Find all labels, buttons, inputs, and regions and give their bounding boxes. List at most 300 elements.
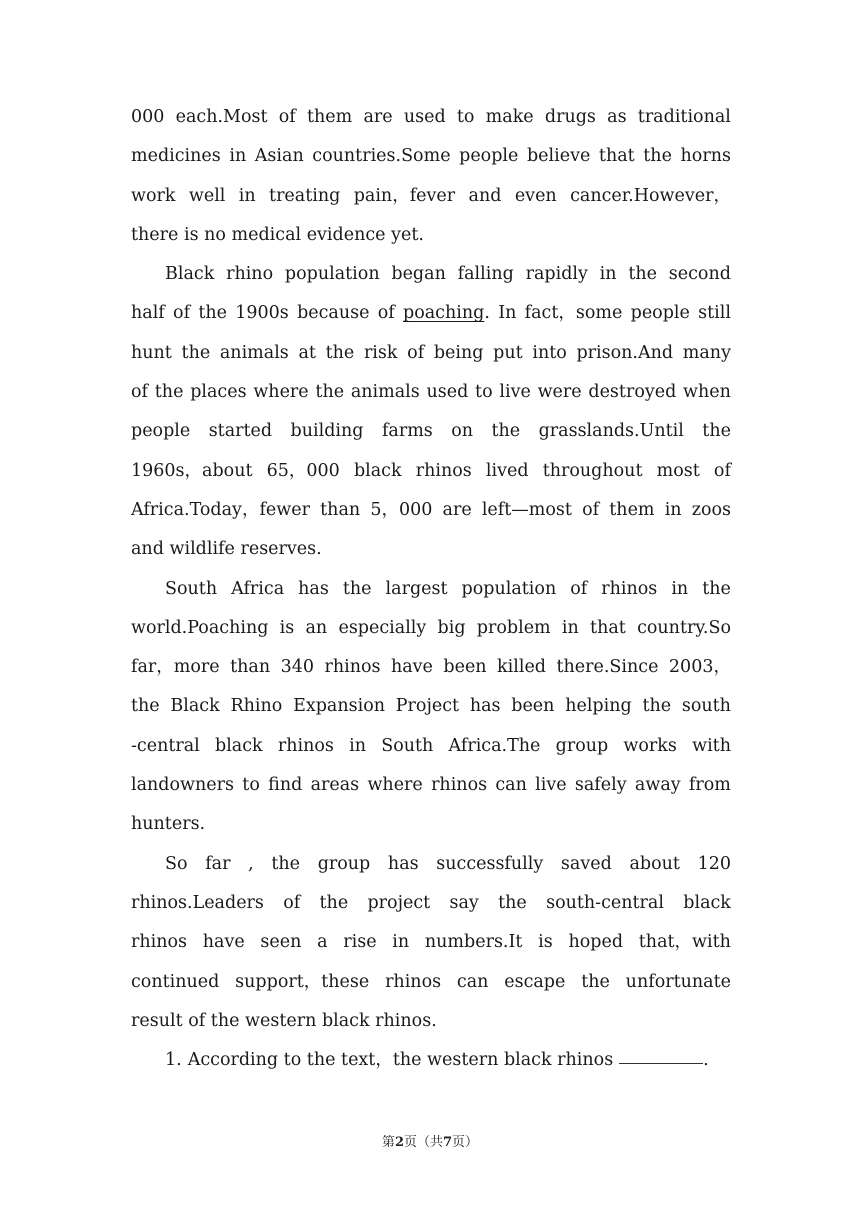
word-text: where bbox=[367, 775, 423, 796]
word-text: -central bbox=[131, 735, 200, 756]
word-text: there.Since bbox=[556, 657, 659, 678]
word-text: that，with bbox=[638, 932, 731, 953]
paragraph-2-line bbox=[131, 452, 731, 491]
word-text: to bbox=[475, 382, 493, 403]
word-text: can bbox=[495, 775, 527, 796]
word-text: the bbox=[325, 342, 355, 363]
word-text: on bbox=[451, 421, 474, 442]
word-text: in bbox=[664, 499, 682, 520]
word-text: the bbox=[642, 696, 672, 717]
word bbox=[639, 923, 731, 962]
word-text: away bbox=[634, 775, 681, 796]
word-text: with bbox=[692, 735, 731, 756]
word-text: 1900s bbox=[235, 303, 289, 324]
word-text: can bbox=[456, 971, 489, 992]
word bbox=[131, 805, 205, 844]
word-text: of bbox=[131, 382, 149, 403]
word bbox=[392, 923, 409, 962]
word-text: in bbox=[229, 146, 247, 167]
word-text: and bbox=[468, 185, 502, 206]
word bbox=[388, 845, 419, 884]
word-text: problem bbox=[476, 617, 551, 638]
word bbox=[434, 334, 484, 373]
word-text: rhinos bbox=[415, 460, 472, 481]
word bbox=[459, 137, 518, 176]
word bbox=[354, 177, 455, 216]
paragraph-1-line bbox=[131, 137, 731, 176]
word bbox=[556, 648, 658, 687]
word-text: hunters. bbox=[131, 814, 206, 835]
word bbox=[354, 452, 402, 491]
paragraph-3-line bbox=[131, 648, 731, 687]
word bbox=[312, 137, 450, 176]
word-text: cancer.However， bbox=[570, 185, 731, 206]
word bbox=[689, 766, 731, 805]
word bbox=[278, 727, 334, 766]
word bbox=[477, 609, 551, 648]
word bbox=[601, 570, 657, 609]
word-text: 120 bbox=[697, 853, 731, 874]
word-text: treating bbox=[269, 185, 341, 206]
word bbox=[378, 294, 395, 333]
word-text: Asian bbox=[254, 146, 304, 167]
word-text: of bbox=[407, 342, 425, 363]
word-text: big bbox=[437, 617, 466, 638]
word bbox=[215, 727, 263, 766]
paragraph-2-line bbox=[131, 334, 731, 373]
word-text: group bbox=[317, 853, 371, 874]
word-text: of bbox=[582, 499, 600, 520]
footer-prefix: 第 bbox=[381, 1135, 395, 1150]
word-text: evidence bbox=[306, 224, 386, 245]
word-text: there bbox=[131, 224, 179, 245]
word bbox=[638, 98, 731, 137]
word bbox=[438, 609, 466, 648]
word-text: black bbox=[215, 735, 263, 756]
word bbox=[291, 412, 364, 451]
word bbox=[470, 687, 501, 726]
word-text: seen bbox=[260, 932, 302, 953]
word bbox=[131, 294, 165, 333]
word bbox=[267, 452, 340, 491]
word bbox=[131, 1002, 183, 1041]
word-text: rhinos. bbox=[375, 1010, 437, 1031]
word-text: are bbox=[363, 107, 393, 127]
word bbox=[575, 766, 627, 805]
word-text: rhinos bbox=[131, 932, 188, 953]
word bbox=[367, 884, 430, 923]
word-text: rhinos bbox=[431, 775, 488, 796]
word-text: is bbox=[279, 617, 295, 638]
word-text: , bbox=[248, 853, 254, 874]
word-text: the bbox=[643, 146, 672, 167]
word-text: no bbox=[204, 224, 226, 245]
word-text: prison.And bbox=[576, 342, 674, 363]
word bbox=[170, 687, 219, 726]
word-text: even bbox=[514, 185, 557, 206]
word bbox=[306, 609, 328, 648]
word bbox=[245, 1002, 316, 1041]
word bbox=[131, 334, 172, 373]
word bbox=[364, 334, 398, 373]
word bbox=[351, 373, 420, 412]
word-text: hunt bbox=[131, 342, 172, 363]
word bbox=[629, 845, 679, 884]
paragraph-3-line bbox=[131, 805, 731, 844]
word bbox=[546, 884, 664, 923]
word-text: an bbox=[305, 617, 328, 638]
word-text: used bbox=[403, 107, 446, 127]
word bbox=[497, 648, 546, 687]
word bbox=[382, 412, 433, 451]
word bbox=[431, 766, 487, 805]
word bbox=[343, 570, 372, 609]
word-text: Africa.Today，fewer bbox=[131, 499, 310, 520]
word bbox=[396, 687, 459, 726]
word bbox=[545, 98, 596, 137]
word-text: horns bbox=[680, 146, 731, 167]
paragraph-4-line bbox=[131, 1002, 731, 1041]
passage-body bbox=[131, 98, 731, 1080]
word-text: half bbox=[131, 303, 165, 324]
word bbox=[515, 177, 557, 216]
word bbox=[230, 687, 282, 726]
word bbox=[495, 766, 527, 805]
word bbox=[230, 648, 270, 687]
word bbox=[131, 923, 187, 962]
word-text: them bbox=[306, 107, 353, 127]
word bbox=[253, 373, 308, 412]
word bbox=[307, 216, 386, 255]
word bbox=[131, 963, 219, 1002]
word bbox=[599, 137, 635, 176]
word bbox=[198, 294, 227, 333]
word bbox=[538, 373, 582, 412]
word bbox=[493, 334, 523, 373]
word bbox=[582, 491, 599, 530]
word bbox=[260, 923, 301, 962]
word-text: western bbox=[245, 1010, 317, 1031]
word-text: helping bbox=[565, 696, 632, 717]
word bbox=[318, 845, 371, 884]
word-text: the bbox=[581, 971, 610, 992]
word-text: destroyed bbox=[588, 382, 677, 403]
word bbox=[698, 845, 731, 884]
word-text: has bbox=[387, 853, 419, 874]
word bbox=[165, 255, 214, 294]
word bbox=[190, 373, 246, 412]
word-text: zoos bbox=[691, 499, 731, 520]
word bbox=[457, 963, 489, 1002]
word-text: still bbox=[698, 303, 731, 324]
word bbox=[526, 255, 588, 294]
word bbox=[311, 766, 360, 805]
word-text: in bbox=[671, 578, 689, 599]
word bbox=[451, 412, 473, 451]
word bbox=[131, 687, 160, 726]
word bbox=[226, 255, 273, 294]
word-text: 5，000 bbox=[370, 499, 433, 520]
word bbox=[165, 570, 217, 609]
word bbox=[280, 609, 295, 648]
word bbox=[527, 137, 590, 176]
space bbox=[437, 1002, 443, 1041]
word-text: the bbox=[498, 892, 527, 913]
word-text: been bbox=[511, 696, 555, 717]
word-text: countries.Some bbox=[312, 146, 451, 167]
paragraph-2-line bbox=[131, 412, 731, 451]
word-text: rhinos bbox=[277, 735, 334, 756]
word bbox=[298, 570, 329, 609]
word-text: result bbox=[131, 1010, 183, 1031]
word-text: rhinos.Leaders bbox=[131, 892, 264, 913]
word-text: in bbox=[238, 185, 256, 206]
word bbox=[220, 334, 289, 373]
word bbox=[205, 845, 230, 884]
word-text: south-central bbox=[546, 892, 664, 913]
word-text: animals bbox=[350, 382, 420, 403]
word bbox=[450, 884, 479, 923]
word-text: in bbox=[561, 617, 579, 638]
word-text: the bbox=[702, 578, 731, 599]
word-text: as bbox=[607, 107, 627, 127]
word bbox=[338, 609, 426, 648]
word-text: grasslands.Until bbox=[538, 421, 684, 442]
word bbox=[189, 177, 226, 216]
word bbox=[498, 294, 516, 333]
word-text: reserves. bbox=[240, 539, 322, 560]
word bbox=[581, 963, 610, 1002]
word bbox=[209, 412, 272, 451]
word bbox=[499, 373, 530, 412]
word bbox=[283, 884, 300, 923]
word-text: because bbox=[297, 303, 370, 324]
word bbox=[714, 452, 731, 491]
paragraph-3-line bbox=[131, 609, 731, 648]
word-text: 000 bbox=[131, 107, 165, 127]
word-text: population bbox=[284, 264, 380, 285]
word-text: South bbox=[165, 578, 218, 599]
word bbox=[626, 963, 731, 1002]
word bbox=[391, 255, 445, 294]
word-text: largest bbox=[385, 578, 448, 599]
word-text: areas bbox=[310, 775, 360, 796]
word bbox=[539, 412, 684, 451]
word-text: 1960s，about bbox=[131, 460, 253, 481]
word-text: than bbox=[230, 657, 271, 678]
word-text: the bbox=[315, 382, 345, 403]
word bbox=[443, 648, 486, 687]
word bbox=[211, 1002, 240, 1041]
word bbox=[535, 766, 566, 805]
word-text: the bbox=[271, 853, 301, 874]
word-text: have bbox=[390, 657, 433, 678]
word bbox=[565, 687, 632, 726]
word-text: yet. bbox=[391, 224, 424, 245]
word bbox=[203, 923, 245, 962]
word-text: and bbox=[131, 539, 164, 560]
word-text: So bbox=[165, 853, 188, 874]
paragraph-4-line bbox=[131, 963, 731, 1002]
word bbox=[570, 177, 731, 216]
word bbox=[683, 373, 731, 412]
word-text: population bbox=[461, 578, 557, 599]
footer-middle: 页（共 bbox=[403, 1135, 443, 1150]
word bbox=[293, 687, 385, 726]
word bbox=[576, 334, 673, 373]
word-text: the bbox=[702, 421, 731, 442]
word bbox=[131, 373, 148, 412]
word bbox=[326, 334, 355, 373]
paragraph-2-line bbox=[131, 294, 731, 333]
paragraph-4-line bbox=[131, 845, 731, 884]
word bbox=[170, 530, 235, 569]
word bbox=[404, 98, 446, 137]
word-text: support，these bbox=[235, 971, 370, 992]
word bbox=[556, 727, 609, 766]
word-text: of bbox=[570, 578, 588, 599]
word bbox=[683, 884, 731, 923]
word bbox=[285, 255, 380, 294]
word bbox=[131, 648, 220, 687]
word-text: used bbox=[426, 382, 469, 403]
word bbox=[702, 412, 731, 451]
word-text: world.Poaching bbox=[131, 617, 269, 638]
word-text: of bbox=[173, 303, 191, 324]
word-text: numbers.It bbox=[424, 932, 523, 953]
word bbox=[561, 845, 612, 884]
word bbox=[239, 177, 256, 216]
word-text: than bbox=[320, 499, 361, 520]
word-text: has bbox=[298, 578, 329, 599]
word-text: throughout bbox=[542, 460, 643, 481]
word bbox=[543, 452, 643, 491]
word-text: rhino bbox=[226, 264, 274, 285]
word-text: at bbox=[298, 342, 316, 363]
word bbox=[173, 294, 190, 333]
total-page-number: 7 bbox=[443, 1135, 453, 1150]
word bbox=[570, 570, 587, 609]
word bbox=[669, 648, 731, 687]
word bbox=[240, 530, 321, 569]
word bbox=[131, 216, 178, 255]
word bbox=[231, 570, 284, 609]
word bbox=[131, 412, 190, 451]
paragraph-2-line bbox=[131, 530, 731, 569]
word-text: 65，000 bbox=[266, 460, 340, 481]
word bbox=[165, 845, 188, 884]
word-text: are bbox=[442, 499, 472, 520]
word bbox=[269, 177, 340, 216]
word-text: of bbox=[278, 107, 296, 127]
paragraph-3-line bbox=[131, 766, 731, 805]
answer-blank[interactable] bbox=[619, 1041, 703, 1064]
word-text: south bbox=[681, 696, 731, 717]
word bbox=[416, 452, 472, 491]
word bbox=[242, 766, 260, 805]
word-text: that bbox=[590, 617, 626, 638]
word bbox=[235, 963, 369, 1002]
word bbox=[131, 609, 268, 648]
word-text: wildlife bbox=[169, 539, 235, 560]
word-text: In bbox=[498, 303, 517, 324]
word bbox=[443, 491, 472, 530]
word-text: about bbox=[629, 853, 680, 874]
word-text: project bbox=[367, 892, 431, 913]
word-text: of bbox=[377, 303, 395, 324]
word-text: the bbox=[319, 892, 349, 913]
word-text: killed bbox=[497, 657, 547, 678]
word-text: Rhino bbox=[230, 696, 283, 717]
word bbox=[609, 491, 654, 530]
word bbox=[279, 98, 296, 137]
word-text: a bbox=[317, 932, 328, 953]
paragraph-1-line bbox=[131, 98, 731, 137]
space bbox=[205, 805, 211, 844]
word-text: group bbox=[555, 735, 609, 756]
word bbox=[131, 137, 221, 176]
word bbox=[268, 766, 302, 805]
word bbox=[628, 255, 657, 294]
paragraph-1-line bbox=[131, 177, 731, 216]
word bbox=[600, 255, 617, 294]
word bbox=[315, 373, 344, 412]
word-text: of bbox=[283, 892, 301, 913]
paragraph-3-line bbox=[131, 687, 731, 726]
word bbox=[588, 373, 676, 412]
word bbox=[682, 687, 731, 726]
word-text: the bbox=[491, 421, 521, 442]
word-text: of bbox=[188, 1010, 206, 1031]
word bbox=[131, 884, 264, 923]
word-text: make bbox=[485, 107, 534, 127]
word bbox=[391, 216, 424, 255]
word bbox=[363, 98, 392, 137]
word bbox=[324, 648, 380, 687]
word-text: animals bbox=[219, 342, 289, 363]
word bbox=[131, 452, 253, 491]
word bbox=[568, 923, 623, 962]
word-text: work bbox=[131, 185, 176, 206]
word bbox=[235, 294, 289, 333]
word-text: put bbox=[493, 342, 523, 363]
word-text: rise bbox=[343, 932, 377, 953]
word bbox=[635, 766, 681, 805]
word-text: the bbox=[210, 1010, 240, 1031]
word-text: when bbox=[683, 382, 731, 403]
word bbox=[131, 98, 164, 137]
word bbox=[204, 216, 226, 255]
word-text: being bbox=[433, 342, 484, 363]
word-text: people bbox=[459, 146, 519, 167]
word bbox=[317, 923, 327, 962]
word bbox=[525, 294, 623, 333]
word-text: that bbox=[598, 146, 635, 167]
word-text: began bbox=[391, 264, 446, 285]
word bbox=[538, 923, 553, 962]
word-text: 2003， bbox=[668, 657, 731, 678]
word-text: them bbox=[609, 499, 655, 520]
word-text: successfully bbox=[436, 853, 544, 874]
word-text: live bbox=[535, 775, 567, 796]
paragraph-2-line bbox=[131, 255, 731, 294]
word bbox=[184, 216, 199, 255]
word-text: especially bbox=[338, 617, 427, 638]
word-text: Project bbox=[395, 696, 460, 717]
word bbox=[631, 294, 690, 333]
word-text: falling bbox=[457, 264, 514, 285]
word bbox=[562, 609, 579, 648]
